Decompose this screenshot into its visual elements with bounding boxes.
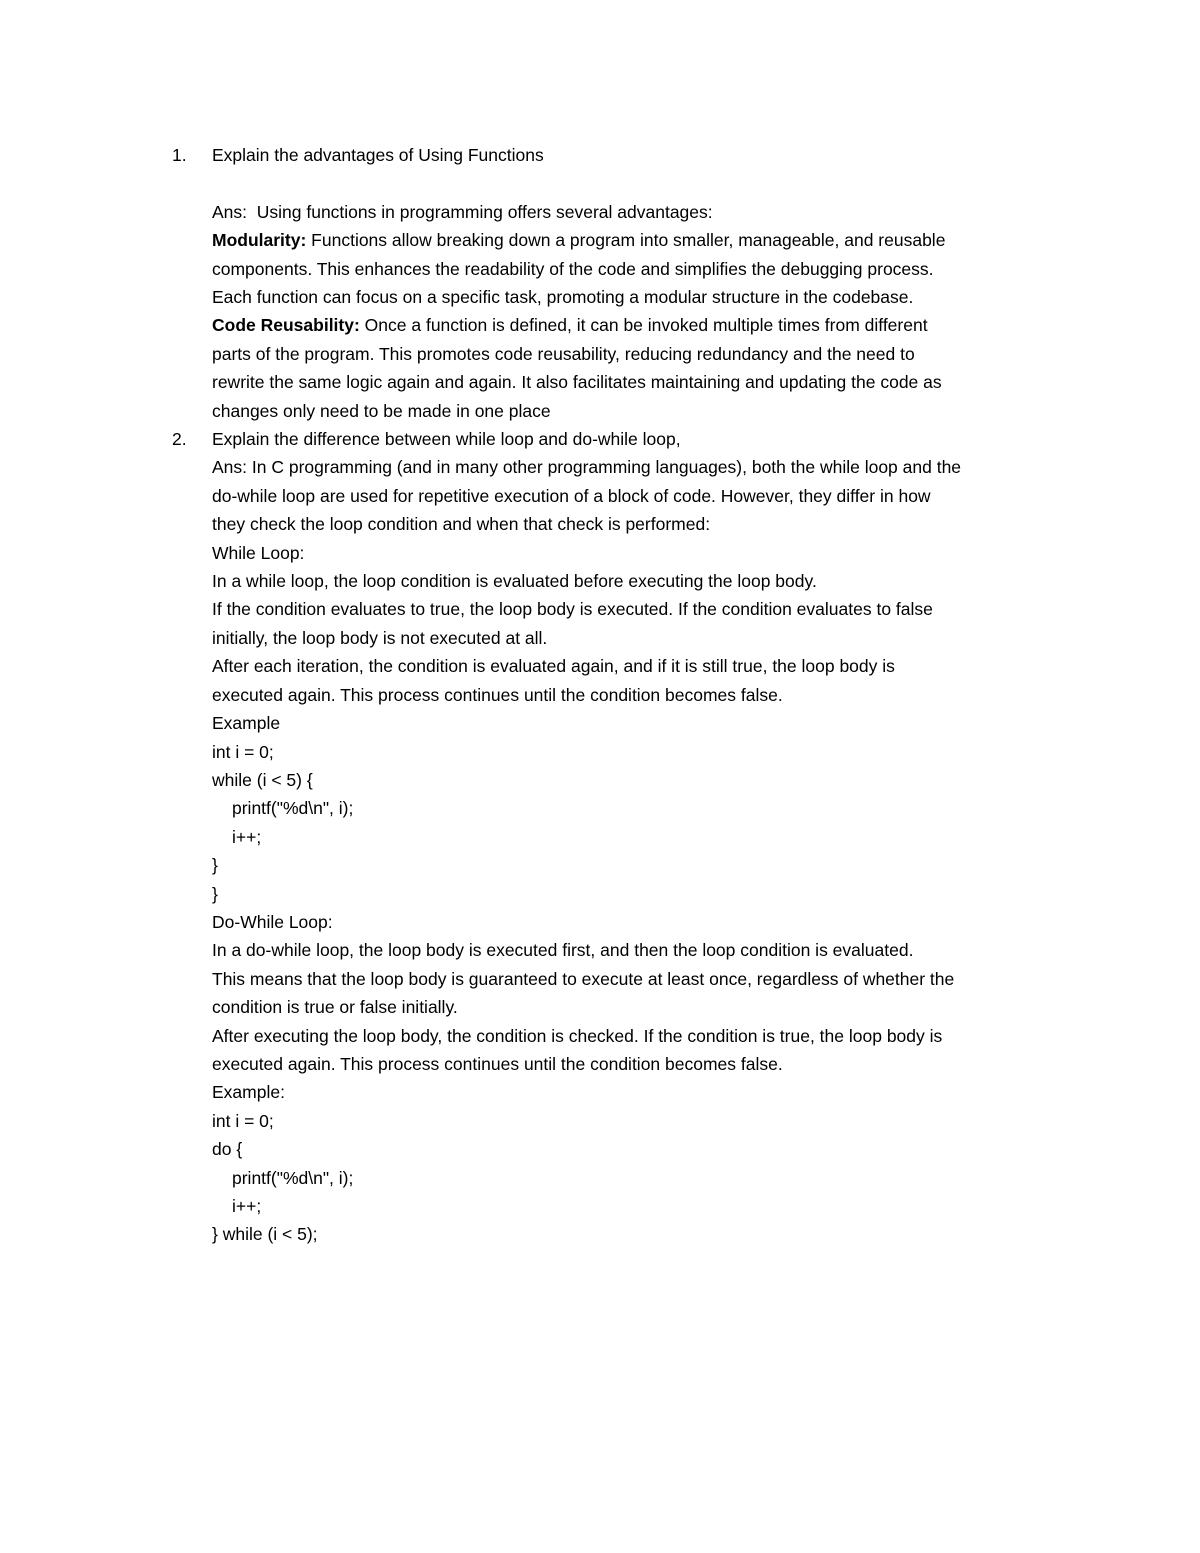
modularity-text: Functions allow breaking down a program into smaller, manageable, and reusable	[306, 230, 946, 251]
modularity-paragraph-line	[212, 226, 1072, 254]
modularity-label: Modularity:	[212, 230, 307, 251]
while-loop-text: After each iteration, the condition is evaluated again, and if it is still true, the loop body is	[212, 656, 895, 677]
reusability-text: changes only need to be made in one place	[212, 400, 551, 421]
question-text: Explain the difference between while loop and do-while loop,	[212, 429, 681, 450]
code-line: while (i < 5) {	[212, 769, 313, 790]
while-loop-text: initially, the loop body is not executed at all.	[212, 627, 548, 648]
while-loop-text: executed again. This process continues until the condition becomes false.	[212, 684, 783, 705]
do-while-loop-text: condition is true or false initially.	[212, 997, 458, 1018]
question-2	[172, 425, 1072, 1249]
answer-intro: Ans: Using functions in programming offers several advantages:	[212, 201, 713, 222]
do-while-loop-heading: Do-While Loop:	[212, 911, 333, 932]
answer-text: do-while loop are used for repetitive execution of a block of code. However, they differ in how	[212, 485, 931, 506]
question-number: 2.	[172, 429, 187, 450]
code-line: } while (i < 5);	[212, 1224, 318, 1245]
answer-text: they check the loop condition and when that check is performed:	[212, 514, 711, 535]
code-line: int i = 0;	[212, 1110, 274, 1131]
reusability-text: parts of the program. This promotes code reusability, reducing redundancy and the need to	[212, 343, 915, 364]
blank-line	[212, 169, 1072, 197]
answer-text: Ans: In C programming (and in many other programming languages), both the while loop and the	[212, 457, 962, 478]
reusability-text: Once a function is defined, it can be invoked multiple times from different	[359, 315, 928, 336]
while-loop-text: If the condition evaluates to true, the loop body is executed. If the condition evaluates to false	[212, 599, 933, 620]
question-1	[172, 141, 1072, 425]
code-line: i++;	[232, 1196, 262, 1217]
modularity-text: Each function can focus on a specific task, promoting a modular structure in the codebase.	[212, 287, 914, 308]
example-label: Example:	[212, 1082, 285, 1103]
question-text: Explain the advantages of Using Functions	[212, 145, 544, 165]
reusability-text: rewrite the same logic again and again. It also facilitates maintaining and updating the code as	[212, 372, 942, 393]
modularity-text: components. This enhances the readability of the code and simplifies the debugging process.	[212, 258, 934, 279]
code-line: printf("%d\n", i);	[232, 1167, 354, 1188]
code-line: int i = 0;	[212, 741, 274, 762]
code-line: printf("%d\n", i);	[232, 798, 354, 819]
while-loop-heading: While Loop:	[212, 542, 305, 563]
code-line: do {	[212, 1139, 243, 1160]
do-while-loop-text: In a do-while loop, the loop body is executed first, and then the loop condition is evaluated.	[212, 940, 914, 961]
do-while-loop-text: executed again. This process continues until the condition becomes false.	[212, 1053, 783, 1074]
reusability-label: Code Reusability:	[212, 315, 360, 336]
do-while-loop-text: This means that the loop body is guaranteed to execute at least once, regardless of whether the	[212, 968, 955, 989]
code-line: i++;	[232, 826, 262, 847]
example-label: Example	[212, 713, 281, 734]
code-line: }	[212, 883, 218, 904]
document-body	[172, 141, 1072, 1249]
code-line: }	[212, 855, 218, 876]
do-while-loop-text: After executing the loop body, the condition is checked. If the condition is true, the loop body is	[212, 1025, 943, 1046]
while-loop-text: In a while loop, the loop condition is evaluated before executing the loop body.	[212, 571, 817, 592]
question-number: 1.	[172, 145, 187, 165]
reusability-paragraph-line	[212, 311, 1072, 339]
